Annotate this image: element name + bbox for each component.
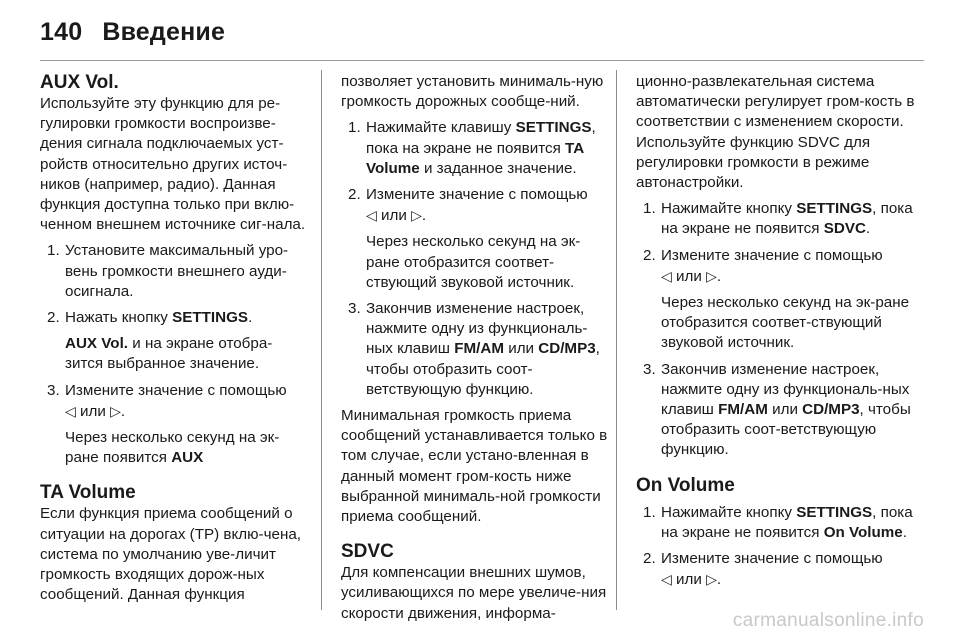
step-text: Установите максимальный уро-вень громкости внешнего ауди-осигнала. xyxy=(65,242,289,300)
column-3 xyxy=(636,72,926,590)
key-label: On Volume xyxy=(823,523,903,541)
key-label: SETTINGS xyxy=(796,200,873,218)
step-note xyxy=(40,428,310,468)
step-number: 2. xyxy=(643,550,656,568)
right-triangle-icon: ▷ xyxy=(411,207,422,224)
step-text: или xyxy=(671,571,707,589)
key-label: SDVC xyxy=(823,220,866,238)
right-triangle-icon: ▷ xyxy=(706,267,717,284)
step-number: 3. xyxy=(348,300,361,318)
step-text: или xyxy=(671,267,707,285)
step-text: и заданное значение. xyxy=(419,159,577,177)
step-text: . xyxy=(865,220,871,238)
step-item xyxy=(40,241,310,302)
step-text: Через несколько секунд на эк-ране отобразится соответ-ствующий звуковой источник. xyxy=(366,233,581,291)
key-label: FM/AM xyxy=(718,401,768,419)
step-text: Нажимайте клавишу xyxy=(366,119,516,137)
left-triangle-icon: ◁ xyxy=(661,267,672,284)
step-number: 3. xyxy=(47,381,60,399)
step-text: или xyxy=(767,401,803,419)
step-text: . xyxy=(120,402,126,420)
left-triangle-icon: ◁ xyxy=(65,402,76,419)
paragraph: позволяет установить минималь-ную громкость дорожных сообще-ний. xyxy=(341,73,604,111)
right-triangle-icon: ▷ xyxy=(706,571,717,588)
step-text: Измените значение с помощью xyxy=(366,186,588,204)
key-label: AUX xyxy=(171,449,204,467)
step-text: , пока на экране не появится xyxy=(661,200,913,238)
step-text: Закончив изменение настроек, нажмите одну из функциональ-ных клавиш xyxy=(661,360,910,419)
step-text: Нажимайте кнопку xyxy=(661,503,797,521)
step-item xyxy=(636,549,926,590)
step-text: или xyxy=(376,207,412,225)
paragraph: Если функция приема сообщений о ситуации на дорогах (TP) вклю-чена, система по умолчанию уве-личит громкость входящих дорож-ных сообщений. Данная функция xyxy=(40,505,302,604)
step-item xyxy=(40,308,310,328)
step-text: Нажать кнопку xyxy=(65,309,173,327)
step-item xyxy=(636,503,926,543)
key-label: SETTINGS xyxy=(515,119,592,137)
step-text: Через несколько секунд на эк-ране отобразится соответ-ствующий звуковой источник. xyxy=(661,294,910,352)
step-note xyxy=(636,293,926,354)
key-label: SETTINGS xyxy=(172,309,249,327)
step-text: Измените значение с помощью xyxy=(661,246,883,264)
watermark: carmanualsonline.info xyxy=(732,610,924,631)
step-text: Нажимайте кнопку xyxy=(661,200,797,218)
section-title-aux-vol: AUX Vol. xyxy=(40,72,119,93)
step-number: 1. xyxy=(47,242,60,260)
left-triangle-icon: ◁ xyxy=(661,571,672,588)
key-label: CD/MP3 xyxy=(538,340,596,358)
step-text: , пока на экране не появится xyxy=(661,503,913,541)
step-text: и на экране отобра-зится выбранное значение. xyxy=(65,335,273,373)
step-number: 1. xyxy=(643,200,656,218)
step-text: Измените значение с помощью xyxy=(65,381,287,399)
step-text: . xyxy=(421,207,427,225)
step-text: . xyxy=(902,523,907,541)
paragraph: Используйте эту функцию для ре-гулировки громкости воспроизве-дения сигнала подключаемых уст-ройств относительно других источ-ников (например, радио). Данная функция доступна только при вклю-ченном внешнем источнике сиг-нала. xyxy=(40,95,306,234)
step-number: 2. xyxy=(47,309,60,327)
key-label: TA Volume xyxy=(366,139,584,177)
step-text: Измените значение с помощью xyxy=(661,550,883,568)
page-title: Введение xyxy=(102,18,226,46)
step-number: 2. xyxy=(348,186,361,204)
paragraph: ционно-развлекательная система автоматически регулирует гром-кость в соответствии с изменением скорости. Используйте функцию SDVC для регулировки громкости в режиме автонастройки. xyxy=(636,73,915,192)
paragraph: Минимальная громкость приема сообщений устанавливается только в том случае, если устано-вленная в данный момент гром-кость ниже выбранной минималь-ной громкости приема сообщений. xyxy=(341,407,608,526)
step-note xyxy=(341,232,609,293)
column-divider xyxy=(616,70,617,610)
step-number: 2. xyxy=(643,246,656,264)
step-text: или xyxy=(75,402,111,420)
step-number: 3. xyxy=(643,360,656,378)
key-label: AUX Vol. xyxy=(65,335,129,353)
step-item xyxy=(636,246,926,287)
column-divider xyxy=(321,70,322,610)
section-title-ta-volume: TA Volume xyxy=(40,482,136,504)
step-note xyxy=(40,334,310,374)
step-item xyxy=(636,360,926,461)
step-item xyxy=(40,381,310,422)
right-triangle-icon: ▷ xyxy=(110,402,121,419)
step-text: Закончив изменение настроек, нажмите одну из функциональ-ных клавиш xyxy=(366,300,588,358)
key-label: CD/MP3 xyxy=(802,401,860,419)
step-text: . xyxy=(716,267,722,285)
key-label: FM/AM xyxy=(454,340,504,358)
section-title-sdvc: SDVC xyxy=(341,541,394,563)
step-text: , чтобы отобразить соот-ветствующую функцию. xyxy=(366,340,600,398)
left-triangle-icon: ◁ xyxy=(366,207,377,224)
step-text: Через несколько секунд на эк-ране появится xyxy=(65,429,280,467)
step-item xyxy=(636,199,926,239)
paragraph: Для компенсации внешних шумов, усиливающихся по мере увеличе-ния скорости движения, информа- xyxy=(341,564,607,622)
column-1 xyxy=(40,72,310,605)
page-number: 140 xyxy=(40,18,83,46)
step-item xyxy=(341,118,609,179)
step-text: . xyxy=(248,309,253,327)
step-number: 1. xyxy=(348,119,361,137)
step-item xyxy=(341,185,609,226)
step-text: , пока на экране не появится xyxy=(366,119,596,157)
step-item xyxy=(341,299,609,400)
step-number: 1. xyxy=(643,503,656,521)
section-title-on-volume: On Volume xyxy=(636,474,735,496)
step-text: или xyxy=(503,340,539,358)
column-2 xyxy=(341,72,609,624)
step-text: . xyxy=(716,571,722,589)
header-rule xyxy=(40,60,924,61)
key-label: SETTINGS xyxy=(796,503,873,521)
page-header xyxy=(40,18,225,47)
step-text: , чтобы отобразить соот-ветствующую функцию. xyxy=(661,401,911,459)
